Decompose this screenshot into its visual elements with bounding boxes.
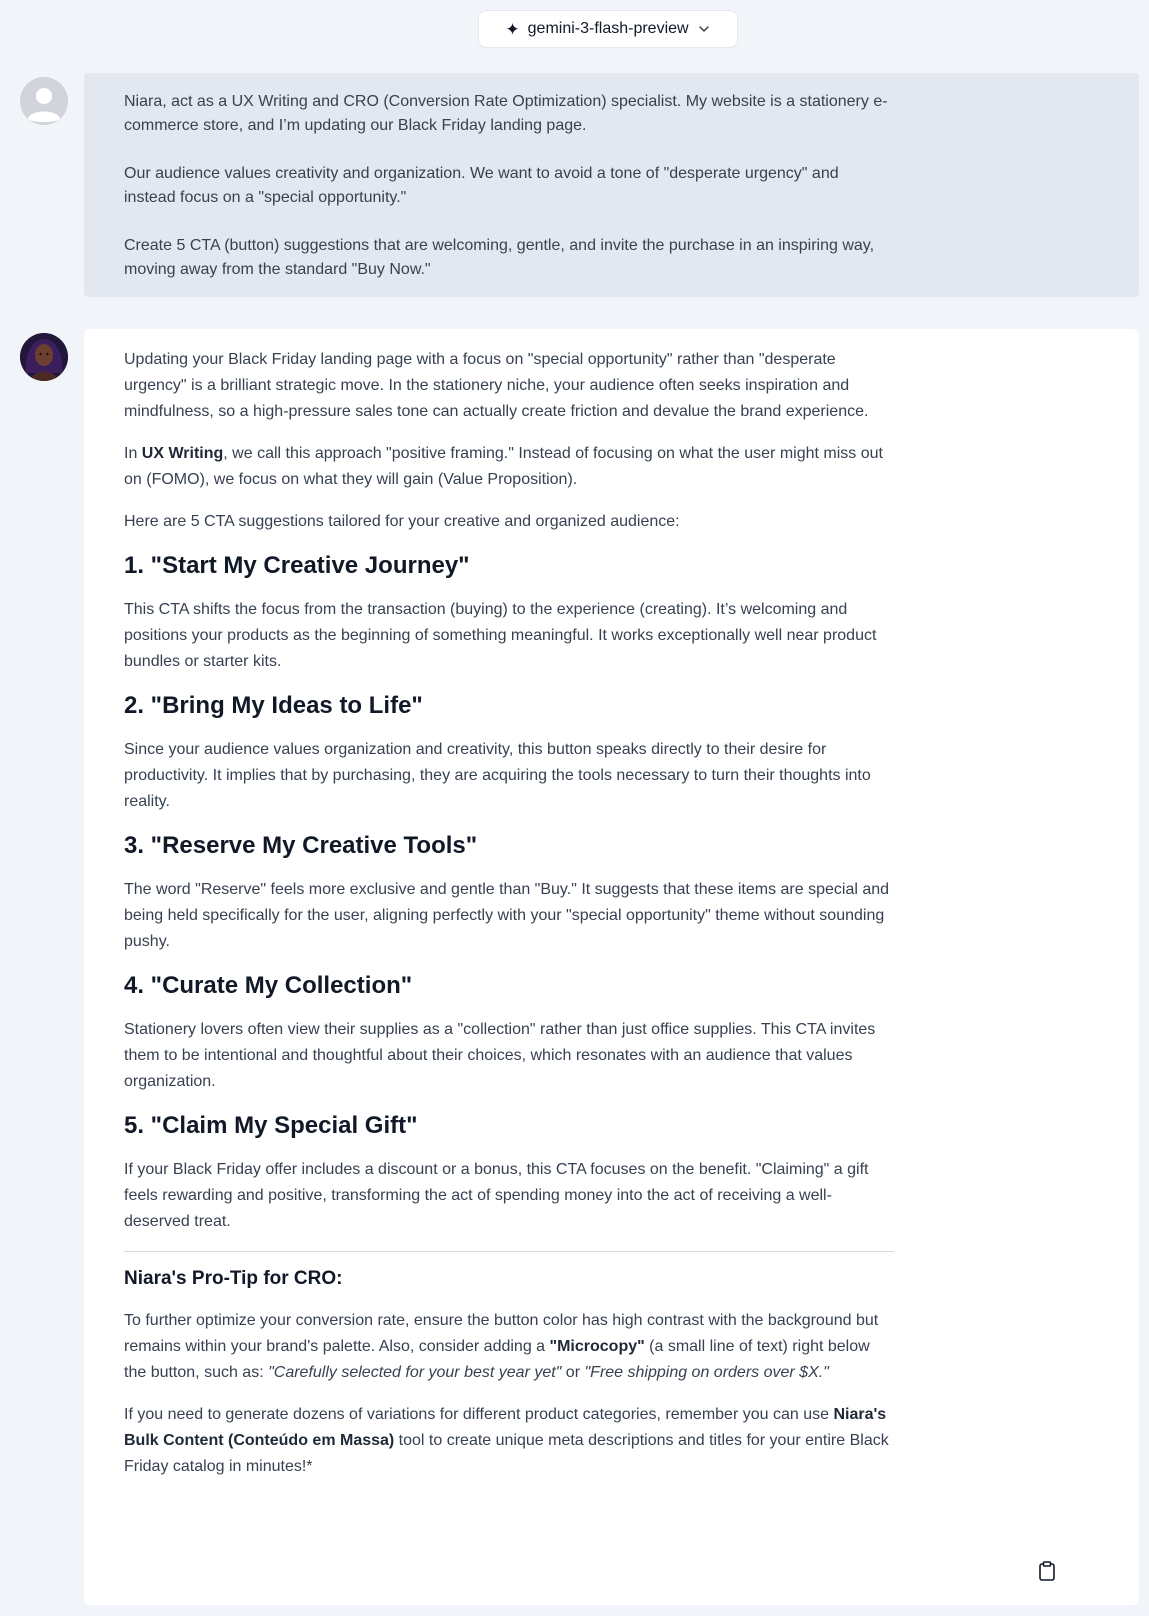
cta-body: Since your audience values organization and creativity, this button speaks directly to their desire for productivity. It implies that by purchasing, they are acquiring the tools necessary to turn their thoughts into reality. bbox=[124, 741, 871, 810]
protip-text: If you need to generate dozens of variations for different product categories, remember you can use bbox=[124, 1406, 834, 1423]
assistant-content bbox=[124, 347, 894, 1480]
framing-suffix: , we call this approach "positive framing." Instead of focusing on what the user might miss out on (FOMO), we focus on what they will gain (Value Proposition). bbox=[124, 445, 883, 488]
cta-body: If your Black Friday offer includes a discount or a bonus, this CTA focuses on the benefit. "Claiming" a gift feels rewarding and positive, transforming the act of spending money into the act of receiving a well-deserved treat. bbox=[124, 1161, 869, 1230]
divider bbox=[124, 1251, 894, 1252]
cta-heading: 4. "Curate My Collection" bbox=[124, 972, 413, 999]
assistant-portrait-icon bbox=[20, 333, 68, 381]
protip-paragraph bbox=[124, 1308, 894, 1386]
protip-heading: Niara's Pro-Tip for CRO: bbox=[124, 1268, 343, 1289]
protip-text: (a small line of text) right below the button, such as: bbox=[124, 1338, 870, 1381]
user-paragraph: Niara, act as a UX Writing and CRO (Conversion Rate Optimization) specialist. My website is a stationery e-commerce store, and I’m updating our Black Friday landing page. bbox=[124, 93, 888, 134]
framing-paragraph bbox=[124, 441, 894, 493]
protip-italic: "Carefully selected for your best year yet" bbox=[268, 1364, 562, 1381]
chevron-down-icon bbox=[697, 22, 711, 36]
user-avatar bbox=[20, 77, 68, 125]
protip-text: To further optimize your conversion rate, ensure the button color has high contrast with the background but remains within your brand's palette. Also, consider adding a bbox=[124, 1312, 879, 1355]
cta-heading: 1. "Start My Creative Journey" bbox=[124, 552, 470, 579]
intro-paragraph: Updating your Black Friday landing page with a focus on "special opportunity" rather than "desperate urgency" is a brilliant strategic move. In the stationery niche, your audience often seeks inspiration and mindfulness, so a high-pressure sales tone can actually create friction and devalue the brand experience. bbox=[124, 351, 869, 420]
user-message bbox=[84, 73, 1139, 297]
protip-text: tool to create unique meta descriptions and titles for your entire Black Friday catalog in minutes!* bbox=[124, 1432, 889, 1475]
protip-bold: "Microcopy" bbox=[549, 1338, 645, 1355]
cta-body: This CTA shifts the focus from the transaction (buying) to the experience (creating). It’s welcoming and positions your products as the beginning of something meaningful. It works exceptionally well near product bundles or starter kits. bbox=[124, 601, 877, 670]
protip-paragraph bbox=[124, 1402, 894, 1480]
user-paragraph: Create 5 CTA (button) suggestions that are welcoming, gentle, and invite the purchase in an inspiring way, moving away from the standard "Buy Now." bbox=[124, 237, 875, 278]
sparkle-icon: ✦ bbox=[505, 19, 520, 39]
model-selector[interactable] bbox=[478, 10, 738, 48]
cta-heading: 5. "Claim My Special Gift" bbox=[124, 1112, 418, 1139]
cta-heading: 2. "Bring My Ideas to Life" bbox=[124, 692, 423, 719]
clipboard-icon bbox=[1038, 1561, 1056, 1581]
assistant-avatar bbox=[20, 333, 68, 381]
assistant-message bbox=[84, 329, 1139, 1605]
framing-prefix: In bbox=[124, 445, 142, 462]
user-silhouette-icon bbox=[20, 77, 68, 125]
framing-bold: UX Writing bbox=[141, 445, 224, 462]
cta-body: The word "Reserve" feels more exclusive and gentle than "Buy." It suggests that these items are special and being held specifically for the user, aligning perfectly with your "special opportunity" theme without sounding pushy. bbox=[124, 881, 890, 950]
cta-body: Stationery lovers often view their supplies as a "collection" rather than just office supplies. This CTA invites them to be intentional and thoughtful about their choices, which resonates with an audience that values organization. bbox=[124, 1021, 876, 1090]
copy-button[interactable] bbox=[1035, 1559, 1059, 1583]
user-paragraph: Our audience values creativity and organization. We want to avoid a tone of "desperate urgency" and instead focus on a "special opportunity." bbox=[124, 165, 839, 206]
protip-bold: Niara's Bulk Content (Conteúdo em Massa) bbox=[124, 1406, 887, 1449]
protip-text: or bbox=[561, 1364, 585, 1381]
protip-italic: "Free shipping on orders over $X." bbox=[584, 1364, 829, 1381]
cta-heading: 3. "Reserve My Creative Tools" bbox=[124, 832, 478, 859]
model-selector-label: gemini-3-flash-preview bbox=[527, 20, 689, 37]
lead-paragraph: Here are 5 CTA suggestions tailored for your creative and organized audience: bbox=[124, 513, 680, 530]
